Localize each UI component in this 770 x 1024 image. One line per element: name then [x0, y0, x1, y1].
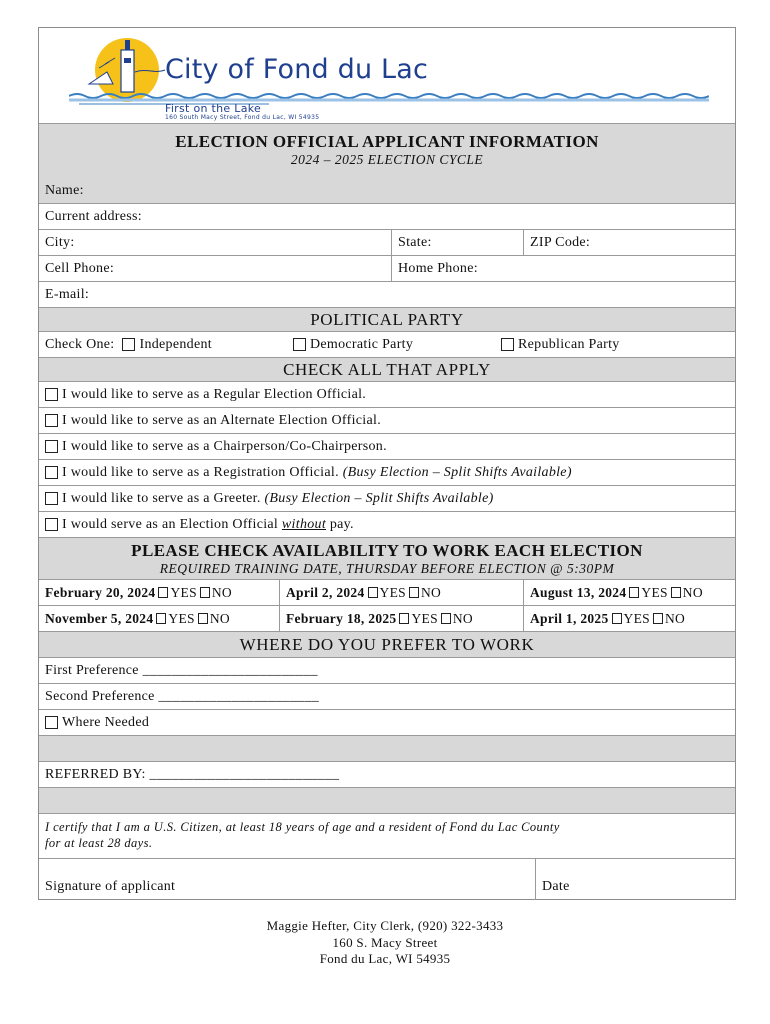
email-row[interactable]: [39, 282, 735, 308]
registration-note: (Busy Election – Split Shifts Available): [342, 464, 572, 480]
letterhead: [39, 28, 735, 124]
city-logo: [69, 34, 709, 120]
name-label: Name:: [45, 182, 84, 198]
availability-row-2: [39, 606, 735, 632]
without-pay-row: [39, 512, 735, 538]
democratic-checkbox[interactable]: [293, 338, 306, 351]
election-2: April 2, 2024 YES NO: [279, 580, 523, 605]
party-heading: POLITICAL PARTY: [310, 309, 464, 329]
no-checkbox[interactable]: [200, 587, 210, 598]
election-3: August 13, 2024 YES NO: [523, 580, 735, 605]
clerk-city: Fond du Lac, WI 54935: [319, 951, 451, 966]
greeter-label: I would like to serve as a Greeter.: [62, 490, 261, 506]
training-date: REQUIRED TRAINING DATE, THURSDAY BEFORE ELECTION @ 5:30PM: [159, 561, 615, 576]
where-needed-checkbox[interactable]: [45, 716, 58, 729]
footer-contact: [0, 918, 770, 968]
election-1: February 20, 2024 YES NO: [45, 584, 232, 600]
clerk-street: 160 S. Macy Street: [332, 934, 438, 950]
address-row[interactable]: [39, 204, 735, 230]
yes-checkbox[interactable]: [158, 587, 168, 598]
prefer-heading-band: [39, 632, 735, 658]
referred-by-field[interactable]: REFERRED BY: __________________________: [45, 766, 340, 782]
availability-heading-band: [39, 538, 735, 580]
city-label: City:: [45, 234, 75, 250]
greeter-checkbox[interactable]: [45, 492, 58, 505]
certify-line-1: I certify that I am a U.S. Citizen, at least 18 years of age and a resident of Fond du Lac County: [45, 820, 560, 834]
democratic-label: Democratic Party: [310, 336, 414, 352]
apply-heading: CHECK ALL THAT APPLY: [283, 359, 491, 379]
spacer-band-1: [39, 736, 735, 762]
logo-tagline: First on the Lake: [165, 102, 262, 115]
without-pay-post: pay.: [329, 516, 354, 532]
chair-row: [39, 434, 735, 460]
name-row[interactable]: [39, 178, 735, 204]
independent-checkbox[interactable]: [122, 338, 135, 351]
certify-line-2: for at least 28 days.: [45, 836, 153, 850]
election-5: February 18, 2025 YES NO: [279, 606, 523, 631]
logo-city-name: City of Fond du Lac: [165, 54, 429, 85]
date-field[interactable]: Date: [535, 859, 735, 900]
availability-row-1: [39, 580, 735, 606]
no-checkbox[interactable]: [198, 613, 208, 624]
prefer-heading: WHERE DO YOU PREFER TO WORK: [239, 634, 535, 654]
city-row[interactable]: [39, 230, 735, 256]
email-label: E-mail:: [45, 286, 90, 302]
clerk-contact: Maggie Hefter, City Clerk, (920) 322-3433: [266, 918, 504, 933]
availability-heading: PLEASE CHECK AVAILABILITY TO WORK EACH ELECTION: [131, 541, 643, 560]
yes-checkbox[interactable]: [368, 587, 378, 598]
state-label: State:: [391, 230, 523, 255]
alternate-label: I would like to serve as an Alternate Election Official.: [62, 412, 381, 428]
without-word: without: [281, 516, 327, 532]
second-preference-field[interactable]: Second Preference ______________________: [45, 688, 320, 704]
apply-heading-band: [39, 358, 735, 382]
greeter-row: [39, 486, 735, 512]
yes-checkbox[interactable]: [612, 613, 622, 624]
zip-label: ZIP Code:: [523, 230, 735, 255]
yes-checkbox[interactable]: [156, 613, 166, 624]
signature-field[interactable]: Signature of applicant: [45, 878, 176, 894]
spacer-band-2: [39, 788, 735, 814]
republican-label: Republican Party: [518, 336, 620, 352]
home-phone-label: Home Phone:: [391, 256, 735, 281]
election-4: November 5, 2024 YES NO: [45, 610, 230, 626]
alternate-row: [39, 408, 735, 434]
yes-checkbox[interactable]: [399, 613, 409, 624]
party-heading-band: [39, 308, 735, 332]
chair-label: I would like to serve as a Chairperson/Co-Chairperson.: [62, 438, 387, 454]
registration-checkbox[interactable]: [45, 466, 58, 479]
independent-label: Independent: [139, 336, 212, 352]
first-preference-field[interactable]: First Preference ________________________: [45, 662, 318, 678]
election-6: April 1, 2025 YES NO: [523, 606, 735, 631]
republican-checkbox[interactable]: [501, 338, 514, 351]
no-checkbox[interactable]: [653, 613, 663, 624]
greeter-note: (Busy Election – Split Shifts Available): [264, 490, 494, 506]
application-form: [38, 27, 736, 900]
cell-phone-label: Cell Phone:: [45, 260, 115, 276]
certify-block: [39, 814, 735, 858]
first-preference-row[interactable]: [39, 658, 735, 684]
chair-checkbox[interactable]: [45, 440, 58, 453]
form-title: ELECTION OFFICIAL APPLICANT INFORMATION: [175, 132, 599, 151]
referred-row[interactable]: [39, 762, 735, 788]
logo-address: 160 South Macy Street, Fond du Lac, WI 54935: [165, 114, 320, 121]
regular-row: [39, 382, 735, 408]
check-one-label: Check One:: [45, 336, 115, 352]
signature-row: [39, 858, 735, 900]
regular-checkbox[interactable]: [45, 388, 58, 401]
registration-label: I would like to serve as a Registration Official.: [62, 464, 339, 480]
alternate-checkbox[interactable]: [45, 414, 58, 427]
no-checkbox[interactable]: [409, 587, 419, 598]
without-pay-label: I would serve as an Election Official: [62, 516, 279, 532]
second-preference-row[interactable]: [39, 684, 735, 710]
regular-label: I would like to serve as a Regular Election Official.: [62, 386, 367, 402]
without-pay-checkbox[interactable]: [45, 518, 58, 531]
where-needed-row: [39, 710, 735, 736]
registration-row: [39, 460, 735, 486]
where-needed-label: Where Needed: [62, 714, 150, 730]
no-checkbox[interactable]: [441, 613, 451, 624]
phone-row[interactable]: [39, 256, 735, 282]
yes-checkbox[interactable]: [629, 587, 639, 598]
form-cycle: 2024 – 2025 ELECTION CYCLE: [290, 152, 484, 167]
address-label: Current address:: [45, 208, 142, 224]
no-checkbox[interactable]: [671, 587, 681, 598]
party-row: [39, 332, 735, 358]
